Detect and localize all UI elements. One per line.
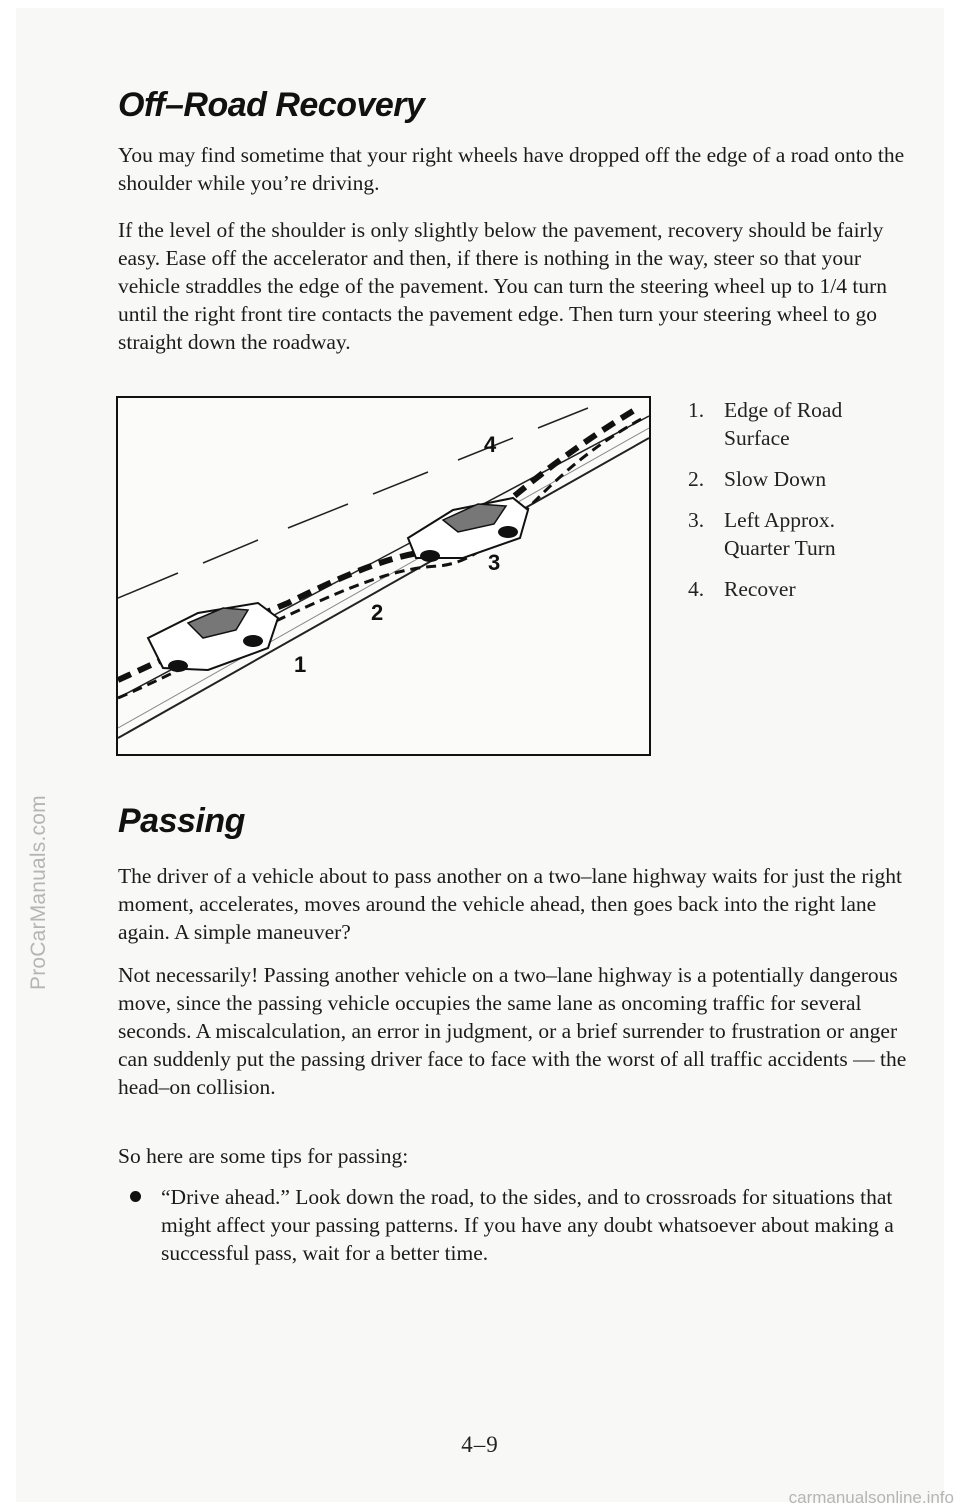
legend-number: 4. [688,577,705,601]
road-edge-line [118,438,649,738]
bullet-icon [130,1191,141,1202]
offroad-recovery-heading: Off–Road Recovery [118,86,425,124]
offroad-paragraph-1: You may find sometime that your right wheels have dropped off the edge of a road onto the shoulder while you’re driving. [118,143,905,195]
passing-paragraph-1: The driver of a vehicle about to pass another on a two–lane highway waits for just the right moment, accelerates, moves around the vehicle ahead, then goes back into the right lane again. A simple maneuver? [118,864,902,944]
bottom-watermark: carmanualsonline.info [788,1488,954,1507]
callout-3: 3 [488,550,501,575]
road-diagram [118,398,649,754]
passing-heading: Passing [118,802,245,840]
legend-label: Left Approx. Quarter Turn [724,508,836,560]
legend-item [688,575,938,603]
car-2 [408,498,528,562]
tip-bullet-text: “Drive ahead.” Look down the road, to the sides, and to crossroads for situations that might affect your passing patterns. If you have any doubt whatsoever about making a successful pass, wait for a better time. [161,1185,894,1265]
callout-4: 4 [484,432,497,457]
side-watermark: ProCarManuals.com [27,795,50,990]
passing-paragraph-3: So here are some tips for passing: [118,1144,409,1168]
passing-paragraph-2: Not necessarily! Passing another vehicle on a two–lane highway is a potentially dangerous move, since the passing vehicle occupies the same lane as oncoming traffic for several seconds. A miscalculation, an error in judgment, or a brief surrender to frustration or anger can suddenly put the passing driver face to face with the worst of all traffic accidents — the head–on collision. [118,963,907,1099]
offroad-recovery-illustration [116,396,651,756]
legend-number: 3. [688,508,705,532]
offroad-paragraph-2: If the level of the shoulder is only slightly below the pavement, recovery should be fairly easy. Ease off the accelerator and then, if there is nothing in the way, steer so that your vehicle straddles the edge of the pavement. You can turn the steering wheel up to 1/4 turn until the right front tire contacts the pavement edge. Then turn your steering wheel to go straight down the roadway. [118,218,888,354]
callout-1: 1 [294,652,307,677]
tip-bullet [130,1183,920,1267]
legend-item [688,506,938,562]
legend-label: Edge of Road Surface [724,398,843,450]
legend-item [688,465,938,493]
page-number: 4–9 [461,1432,499,1457]
shoulder-hatch [118,428,649,728]
callout-2: 2 [371,600,384,625]
legend-label: Recover [724,577,796,601]
figure-legend [688,396,938,616]
legend-number: 1. [688,398,705,422]
legend-label: Slow Down [724,467,827,491]
legend-item [688,396,938,452]
legend-number: 2. [688,467,705,491]
car-1 [148,603,278,672]
